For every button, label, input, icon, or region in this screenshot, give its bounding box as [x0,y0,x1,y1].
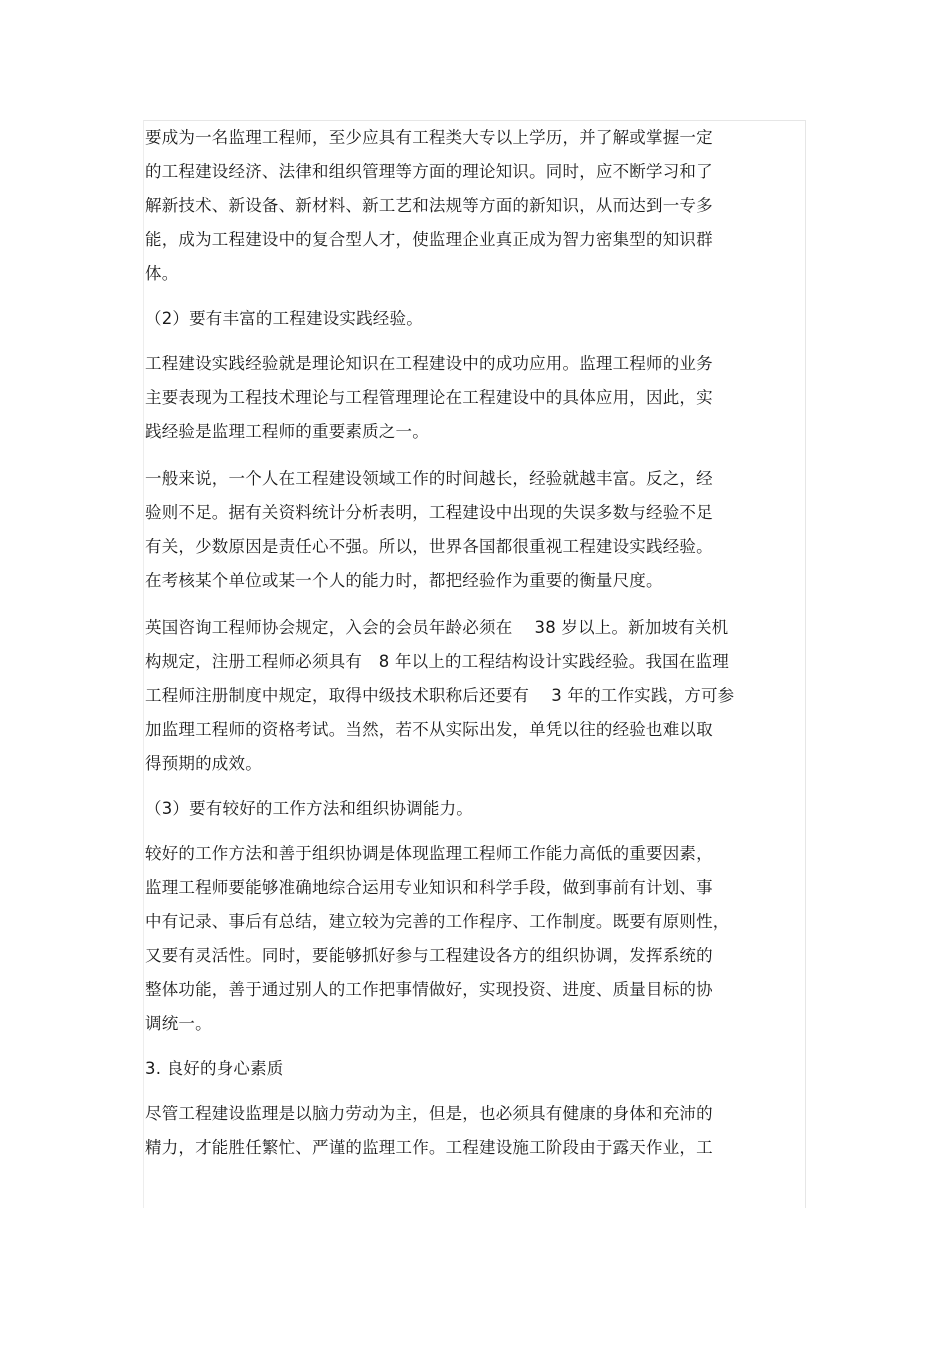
text-line: 在考核某个单位或某一个人的能力时，都把经验作为重要的衡量尺度。 [145,571,663,590]
text-line: 3. 良好的身心素质 [145,1059,284,1078]
paragraph [145,611,795,781]
text-line: 主要表现为工程技术理论与工程管理理论在工程建设中的具体应用，因此，实 [145,388,713,407]
paragraph [145,1097,795,1165]
text-line: 工程师注册制度中规定，取得中级技术职称后还要有 3 年的工作实践，方可参 [145,686,735,705]
text-line: 加监理工程师的资格考试。当然，若不从实际出发，单凭以往的经验也难以取 [145,720,713,739]
text-line: 整体功能，善于通过别人的工作把事情做好，实现投资、进度、质量目标的协 [145,980,713,999]
text-line: 监理工程师要能够准确地综合运用专业知识和科学手段，做到事前有计划、事 [145,878,713,897]
text-line: 英国咨询工程师协会规定，入会的会员年龄必须在 38 岁以上。新加坡有关机 [145,618,729,637]
paragraph [145,837,795,1041]
text-line: 要成为一名监理工程师，至少应具有工程类大专以上学历，并了解或掌握一定 [145,128,713,147]
text-line: 体。 [145,264,179,283]
text-line: （2）要有丰富的工程建设实践经验。 [145,309,423,328]
text-line: 验则不足。据有关资料统计分析表明，工程建设中出现的失误多数与经验不足 [145,503,713,522]
text-line: 精力，才能胜任繁忙、严谨的监理工作。工程建设施工阶段由于露天作业，工 [145,1138,713,1157]
text-line: 有关，少数原因是责任心不强。所以，世界各国都很重视工程建设实践经验。 [145,537,713,556]
document-body [145,121,795,1165]
text-line: 践经验是监理工程师的重要素质之一。 [145,422,429,441]
text-line: 解新技术、新设备、新材料、新工艺和法规等方面的新知识，从而达到一专多 [145,196,713,215]
text-line: 又要有灵活性。同时，要能够抓好参与工程建设各方的组织协调，发挥系统的 [145,946,713,965]
text-line: 中有记录、事后有总结，建立较为完善的工作程序、工作制度。既要有原则性， [145,912,730,931]
paragraph [145,121,795,291]
paragraph [145,462,795,598]
text-line: 能，成为工程建设中的复合型人才，使监理企业真正成为智力密集型的知识群 [145,230,713,249]
section-heading [145,302,795,336]
text-line: 得预期的成效。 [145,754,262,773]
text-line: （3）要有较好的工作方法和组织协调能力。 [145,799,473,818]
text-line: 尽管工程建设监理是以脑力劳动为主，但是，也必须具有健康的身体和充沛的 [145,1104,713,1123]
section-heading [145,1052,795,1086]
text-line: 的工程建设经济、法律和组织管理等方面的理论知识。同时，应不断学习和了 [145,162,713,181]
section-heading [145,792,795,826]
paragraph [145,347,795,449]
text-line: 较好的工作方法和善于组织协调是体现监理工程师工作能力高低的重要因素， [145,844,713,863]
text-line: 调统一。 [145,1014,212,1033]
text-line: 构规定，注册工程师必须具有 8 年以上的工程结构设计实践经验。我国在监理 [145,652,729,671]
text-line: 一般来说，一个人在工程建设领域工作的时间越长，经验就越丰富。反之，经 [145,469,713,488]
text-line: 工程建设实践经验就是理论知识在工程建设中的成功应用。监理工程师的业务 [145,354,713,373]
